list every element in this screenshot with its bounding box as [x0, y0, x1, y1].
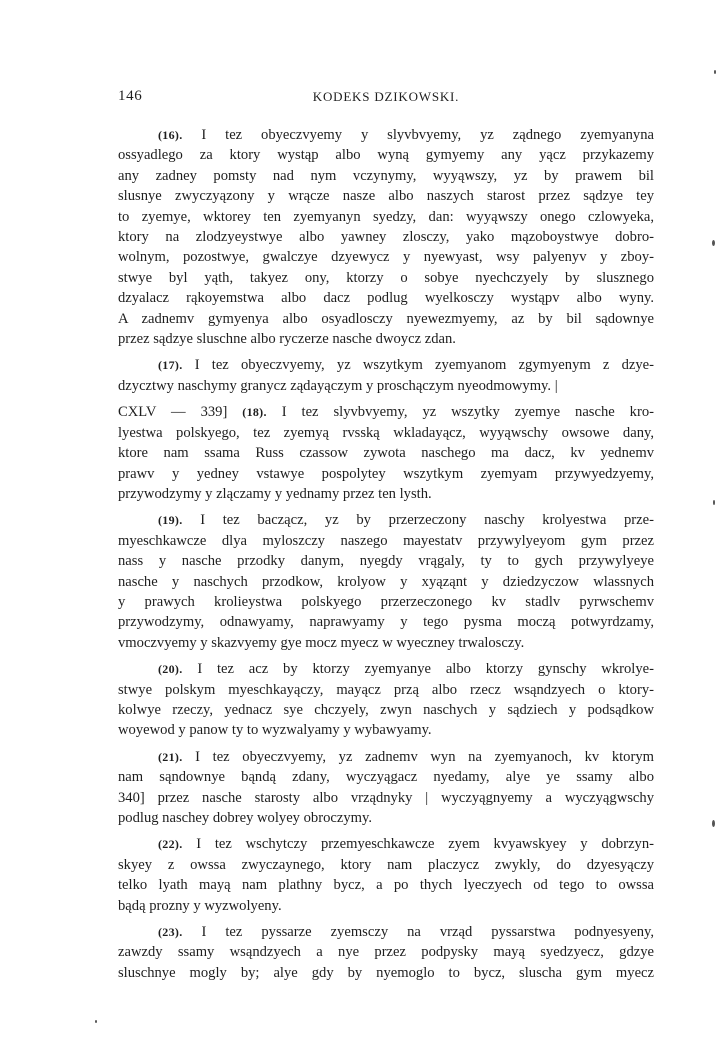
text-line: dzycztwy naschymy granycz ządayączym y proschączym nyeodmowymy. |: [118, 377, 558, 394]
scan-speck: [713, 500, 715, 505]
text-line: (22). I tez wschytczy przemyeschkawcze zyem kvyawskyey y dobrzyn-: [158, 836, 654, 853]
text-line: y prawych krolieystwa polskyego przerzeczonego kv stadlv pyrwschemv: [118, 593, 654, 610]
text-line: przywodzymy, odnawyamy, naprawyamy y tego pysma moczą potwyrdzamy,: [118, 614, 654, 631]
text-line: (23). I tez pyssarze zyemsczy na vrząd pyssarstwa podnyesyeny,: [158, 924, 654, 941]
text-line: podlug naschey dobrey wolyey obroczymy.: [118, 810, 372, 826]
text-line: dzyalacz rąkoyemstwa albo dacz podlug wyelkosczy wystąpv albo wyny.: [118, 290, 654, 307]
text-line: myeschkawcze dlya myloszczy naszego mayestatv przywylyeyom gym przez: [118, 532, 654, 549]
text-line: stwye byl yąth, takyez ony, ktorzy o sobye nyechczyely by slusznego: [118, 269, 654, 286]
article-number: (21).: [158, 749, 183, 764]
text-line: ktory na zlodzyeystwye albo yawney zlosczy, yako mązoboystwye dobro-: [118, 229, 654, 246]
article-23: [118, 922, 654, 983]
text-line: (20). I tez acz by ktorzy zyemyanye albo ktorzy gynschy wkrolye-: [158, 661, 654, 678]
text-line: slusnye zwyczyązony y wrącze nasze albo naszych starost przez sądzye tey: [118, 188, 654, 205]
article-20: [118, 659, 654, 741]
text-line: woyewod y panow ty to wyzwalyamy y wybawyamy.: [118, 722, 432, 739]
text-line: skyey z owssa zwyczaynego, ktory nam placzycz zwykly, do dzyesyączy: [118, 856, 654, 873]
text-line: bądą prozny y wyzwolyeny.: [118, 897, 282, 914]
text-line: przywodzymy y zlączamy y yednamy przez ten lysth.: [118, 485, 432, 502]
text-line: lyestwa polskyego, tez zyemyą rvsską wkladayącz, wyyąwschy owsowe dany,: [118, 424, 654, 441]
text-line: wolnym, pozostwye, gwalczye dzyewycz y nyewyast, wsy palyenyv y zboy-: [118, 249, 654, 266]
article-number: (22).: [158, 837, 183, 852]
text-line: kolwye rzeczy, yednacz sye chczyely, zwyn naschych y sądziech y podsądkow: [118, 701, 654, 718]
running-head: KODEKS DZIKOWSKI.: [312, 89, 460, 104]
scan-speck: [712, 240, 715, 246]
text-line: to zyemye, wktorey ten zyemyanyn syedzy, dan: wyyąwszy onego czlowyeka,: [118, 208, 654, 225]
article-19: [118, 510, 654, 653]
scan-speck: [712, 820, 715, 827]
text-line: sluschnye mogly by; alye gdy by nyemoglo to bycz, sluscha gym myecz: [118, 964, 654, 981]
text-line: prawv y yedney vstawye pospolytey wszytkym zyemyam przywyedzyemy,: [118, 465, 654, 482]
text-line: przez sądzye sluschne albo ryczerze nasche dwoycz zdan.: [118, 331, 456, 348]
page-header: [118, 88, 654, 108]
text-line: nasche y naschych przodkow, krolyow y xyąząnt y dziedzyczow wlassnych: [118, 573, 654, 590]
text-line: ossyadlego za ktory wystąp albo wyną gymyemy any yącz przykazemy: [118, 147, 654, 164]
article-21: [118, 747, 654, 829]
text-line: vmoczvyemy y skazvyemy gye mocz myecz w wyeczney trwalosczy.: [118, 634, 525, 651]
document-body: [118, 125, 654, 983]
article-number: (19).: [158, 513, 183, 528]
scan-speck: [714, 70, 716, 74]
text-line: 340] przez nasche starosty albo vrządnyky | wyczyągnyemy a wyczyągwschy: [118, 789, 654, 806]
text-line: A zadnemv gymyenya albo osyadlosczy nyewezmyemy, az by bil sądownye: [118, 310, 654, 327]
text-line: (19). I tez baczącz, yz by przerzeczony naschy krolyestwa prze-: [158, 512, 654, 529]
article-number: (20).: [158, 662, 183, 677]
text-line: nam sąndownye bąndą zdany, wyczyągacz nyedamy, alye ye ssamy albo: [118, 769, 654, 786]
article-17: [118, 355, 654, 396]
text-line: (17). I tez obyeczvyemy, yz wszytkym zyemyanom zgymyenym z dzye-: [158, 357, 654, 374]
article-18: [118, 402, 654, 504]
text-line: any zadney pomsty nad nym vczynymy, wyyąwszy, yz by prawem bil: [118, 167, 654, 184]
source-reference: CXLV — 339]: [118, 404, 228, 421]
text-line: telko lyath mayą nam plathny bycz, a po thych lyeczyech od tego to owssa: [118, 877, 654, 894]
article-number: (23).: [158, 925, 183, 940]
scan-speck: [95, 1020, 97, 1023]
text-line: CXLV — 339] (18). I tez slyvbvyemy, yz wszytky zyemye nasche kro-: [118, 404, 654, 421]
article-number: (18).: [242, 405, 267, 420]
page-number: 146: [118, 88, 143, 104]
text-line: ktore nam ssama Russ czassow zywota naschego ma dacz, kv yednemv: [118, 445, 654, 462]
article-22: [118, 834, 654, 916]
text-line: (16). I tez obyeczvyemy y slyvbvyemy, yz ządnego zyemyanyna: [158, 127, 654, 143]
text-line: (21). I tez obyeczvyemy, yz zadnemv wyn na zyemyanoch, kv ktorym: [158, 748, 654, 765]
article-number: (16).: [158, 128, 183, 142]
article-16: [118, 125, 654, 349]
text-line: zawzdy ssamy wsąndzyech a nye przez podpysky mayą syedzyecz, gdzye: [118, 944, 654, 961]
text-line: nass y nasche przodky danym, nyegdy vrągaly, ty to gych przywylyeye: [118, 553, 654, 570]
article-number: (17).: [158, 358, 183, 373]
text-line: stwye polskym myeschkayączy, mayącz przą albo rzecz wsąndzyech o ktory-: [118, 681, 654, 698]
